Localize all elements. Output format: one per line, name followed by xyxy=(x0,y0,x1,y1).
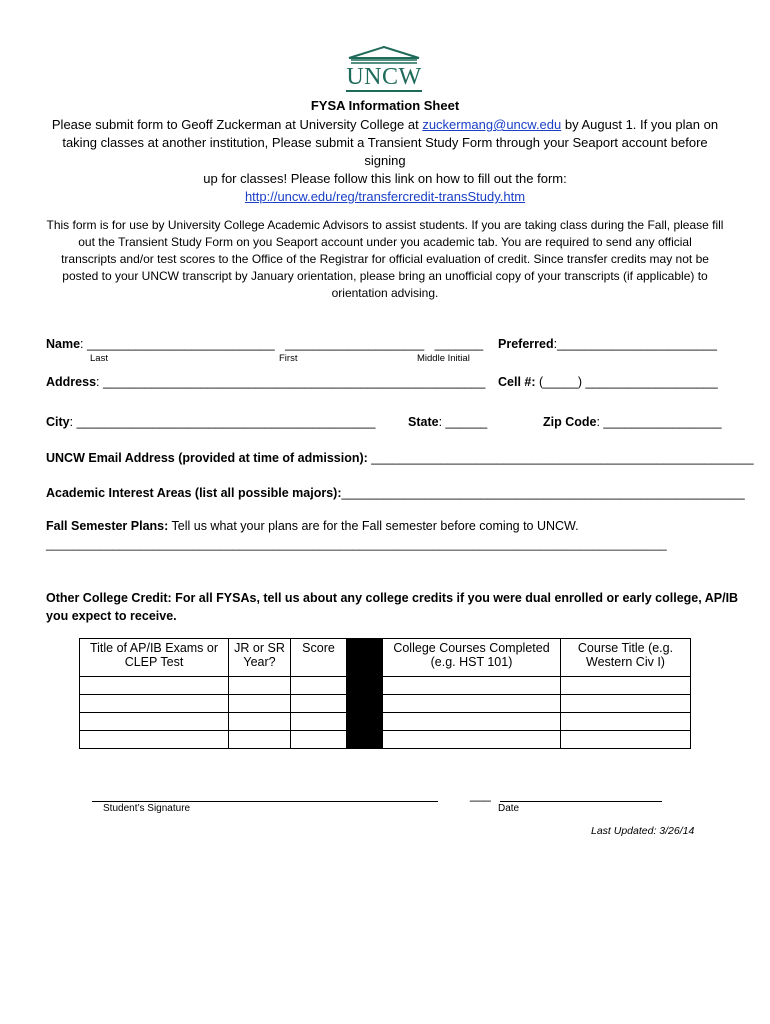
academic-interest-blank[interactable]: __________________________________________________________ xyxy=(341,486,745,500)
state-blank[interactable]: : ______ xyxy=(438,415,488,429)
paragraph-line: out the Transient Study Form on you Seaport account under you academic tab. You are required to send any official xyxy=(78,235,692,249)
fall-plans-blank[interactable]: _____________________________________________________________________________________________ xyxy=(46,537,667,551)
date-label: Date xyxy=(498,803,520,814)
name-label: Name xyxy=(46,337,81,351)
intro-line3: up for classes! Please follow this link on how to fill out the form: xyxy=(203,171,567,186)
middle-initial-caption: Middle Initial xyxy=(417,353,470,364)
table-cell[interactable] xyxy=(561,695,691,713)
black-separator-cell xyxy=(347,677,383,695)
black-separator-cell xyxy=(347,695,383,713)
uncw-logo xyxy=(343,46,425,98)
table-cell[interactable] xyxy=(561,731,691,749)
preferred-field[interactable] xyxy=(498,337,717,351)
building-roof-icon xyxy=(343,46,425,66)
table-row xyxy=(80,695,691,713)
date-line[interactable] xyxy=(500,801,662,802)
black-separator-cell xyxy=(347,713,383,731)
uncw-email-label: UNCW Email Address (provided at time of admission): xyxy=(46,451,372,465)
paragraph-line: posted to your UNCW transcript by January orientation, please bring an unofficial copy of your transcripts (if applicable) to xyxy=(62,269,708,283)
last-updated: Last Updated: 3/26/14 xyxy=(591,825,695,837)
logo-underline xyxy=(346,90,422,92)
name-field[interactable] xyxy=(46,337,483,351)
first-caption: First xyxy=(279,353,298,364)
fall-plans-label: Fall Semester Plans: xyxy=(46,519,169,533)
city-blank[interactable]: : ___________________________________________ xyxy=(69,415,376,429)
black-separator-cell xyxy=(347,731,383,749)
intro-line1-pre: Please submit form to Geoff Zuckerman at University College at xyxy=(51,117,423,132)
table-cell[interactable] xyxy=(80,713,229,731)
uncw-email-field[interactable] xyxy=(46,451,754,465)
header-score: Score xyxy=(291,639,347,677)
table-cell[interactable] xyxy=(291,731,347,749)
table-cell[interactable] xyxy=(229,731,291,749)
table-cell[interactable] xyxy=(80,695,229,713)
table-cell[interactable] xyxy=(229,713,291,731)
table-cell[interactable] xyxy=(291,713,347,731)
table-cell[interactable] xyxy=(561,713,691,731)
address-field[interactable] xyxy=(46,375,485,389)
state-field[interactable] xyxy=(408,415,487,429)
header-course-title: Course Title (e.g. Western Civ I) xyxy=(561,639,691,677)
logo-text: UNCW xyxy=(346,64,422,90)
table-cell[interactable] xyxy=(561,677,691,695)
table-cell[interactable] xyxy=(383,677,561,695)
date-prefix: ___ xyxy=(470,788,491,802)
cell-label: Cell #: xyxy=(498,375,539,389)
cell-blank[interactable]: (_____) ___________________ xyxy=(539,375,718,389)
transfer-credit-link[interactable]: http://uncw.edu/reg/transfercredit-transStudy.htm xyxy=(244,189,526,204)
student-signature-line[interactable] xyxy=(92,801,438,802)
academic-interest-label: Academic Interest Areas (list all possible majors): xyxy=(46,486,342,500)
last-caption: Last xyxy=(90,353,108,364)
preferred-label: Preferred xyxy=(498,337,554,351)
paragraph-line: transcripts and/or test scores to the Office of the Registrar for official evaluation of credit. Since transfer credits may not be xyxy=(61,252,709,266)
credits-table xyxy=(79,638,691,749)
city-label: City xyxy=(46,415,70,429)
name-blanks[interactable]: : ___________________________ ____________________ _______ xyxy=(80,337,484,351)
table-cell[interactable] xyxy=(80,677,229,695)
address-label: Address xyxy=(46,375,97,389)
table-cell[interactable] xyxy=(383,713,561,731)
state-label: State xyxy=(408,415,439,429)
header-black-separator xyxy=(347,639,383,677)
table-cell[interactable] xyxy=(229,677,291,695)
other-credit-heading xyxy=(46,589,738,625)
address-blank[interactable]: : _______________________________________________________ xyxy=(96,375,486,389)
instructions-paragraph xyxy=(38,217,732,302)
table-cell[interactable] xyxy=(383,731,561,749)
table-row xyxy=(80,677,691,695)
cell-field[interactable] xyxy=(498,375,718,389)
header-college-courses: College Courses Completed (e.g. HST 101) xyxy=(383,639,561,677)
student-signature-label: Student’s Signature xyxy=(103,803,191,814)
uncw-email-blank[interactable]: _______________________________________________________ xyxy=(371,451,754,465)
fall-plans-text: Tell us what your plans are for the Fall semester before coming to UNCW. xyxy=(168,519,579,533)
zip-field[interactable] xyxy=(543,415,722,429)
zip-label: Zip Code xyxy=(543,415,597,429)
paragraph-line: This form is for use by University College Academic Advisors to assist students. If you are taking class during the Fall, please fill xyxy=(46,218,724,232)
table-row xyxy=(80,731,691,749)
table-header-row xyxy=(80,639,691,677)
header-year: JR or SR Year? xyxy=(229,639,291,677)
intro-line2: taking classes at another institution, Please submit a Transient Study Form through your Seaport account before signing xyxy=(62,135,708,168)
table-row xyxy=(80,713,691,731)
table-cell[interactable] xyxy=(383,695,561,713)
intro-text xyxy=(40,116,730,206)
paragraph-line: orientation advising. xyxy=(331,286,439,300)
table-cell[interactable] xyxy=(229,695,291,713)
academic-interest-field[interactable] xyxy=(46,486,745,500)
preferred-blank[interactable]: :_______________________ xyxy=(553,337,717,351)
other-credit-line2: you expect to receive. xyxy=(46,609,177,623)
header-exam-title: Title of AP/IB Exams or CLEP Test xyxy=(80,639,229,677)
table-cell[interactable] xyxy=(291,695,347,713)
table-cell[interactable] xyxy=(291,677,347,695)
email-link[interactable]: zuckermang@uncw.edu xyxy=(422,117,562,132)
other-credit-line1: Other College Credit: For all FYSAs, tell us about any college credits if you were dual enrolled or early college, AP/IB xyxy=(46,591,739,605)
page-title: FYSA Information Sheet xyxy=(310,98,460,113)
fall-plans-question xyxy=(46,519,579,533)
city-field[interactable] xyxy=(46,415,376,429)
zip-blank[interactable]: : _________________ xyxy=(596,415,722,429)
intro-line1-post: by August 1. If you plan on xyxy=(561,117,719,132)
table-cell[interactable] xyxy=(80,731,229,749)
